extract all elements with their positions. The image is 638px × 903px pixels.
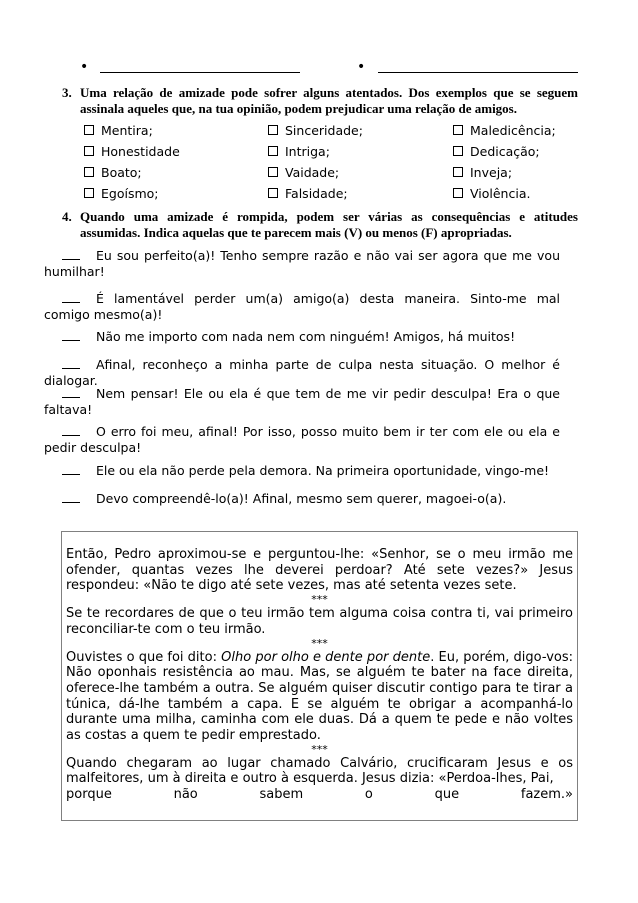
checkbox-icon[interactable] <box>268 167 278 177</box>
answer-blank[interactable] <box>62 291 80 303</box>
option-vaidade[interactable] <box>268 166 339 180</box>
answer-blank[interactable] <box>62 357 80 369</box>
passage-quote: Olho por olho e dente por dente <box>221 649 431 665</box>
answer-blank[interactable] <box>62 463 80 475</box>
checkbox-icon[interactable] <box>268 125 278 135</box>
passage-other-cheek <box>66 650 573 744</box>
checkbox-icon[interactable] <box>84 125 94 135</box>
option-label: Inveja; <box>470 165 513 180</box>
question-3-text: Uma relação de amizade pode sofrer alguns atentados. Dos exemplos que se seguem assinala aqueles que, na tua opinião, podem prejudicar uma relação de amigos. <box>80 85 578 116</box>
statement-text: Não me importo com nada nem com ninguém! Amigos, há muitos! <box>96 329 516 344</box>
option-label: Mentira; <box>101 123 153 138</box>
passage-reconcile: Se te recordares de que o teu irmão tem alguma coisa contra ti, vai primeiro reconciliar-te com o teu irmão. <box>66 606 573 637</box>
checkbox-icon[interactable] <box>268 146 278 156</box>
checkbox-icon[interactable] <box>453 167 463 177</box>
option-egoismo[interactable] <box>84 187 159 201</box>
statement-text: Devo compreendê-lo(a)! Afinal, mesmo sem querer, magoei-o(a). <box>96 491 507 506</box>
statement-3 <box>62 329 578 345</box>
answer-blank[interactable] <box>62 386 80 398</box>
option-label: Intriga; <box>285 144 330 159</box>
option-label: Dedicação; <box>470 144 540 159</box>
option-dedicacao[interactable] <box>453 145 540 159</box>
passages-content <box>66 547 573 803</box>
answer-blank[interactable] <box>62 248 80 260</box>
question-4 <box>62 209 578 241</box>
option-falsidade[interactable] <box>268 187 348 201</box>
option-label: Vaidade; <box>285 165 340 180</box>
option-label: Falsidade; <box>285 186 348 201</box>
option-intriga[interactable] <box>268 145 330 159</box>
answer-blank[interactable] <box>62 491 80 503</box>
answer-blank[interactable] <box>62 329 80 341</box>
statement-text: Eu sou perfeito(a)! Tenho sempre razão e não vai ser agora que me vou humilhar! <box>44 248 560 279</box>
passage-text: . Eu, porém, digo-vos: Não oponhais resistência ao mau. Mas, se alguém te bater na face direita, oferece-lhe também a outra. Se alguém quiser discutir contigo para te tirar a túnica, dá-lhe também a capa. E se alguém te obrigar a acompanhá-lo durante uma milha, caminha com ele duas. Dá a quem te pede e não voltes as costas a quem te pedir emprestado. <box>66 649 573 744</box>
question-4-text: Quando uma amizade é rompida, podem ser várias as consequências e atitudes assumidas. Indica aquelas que te parecem mais (V) ou menos (F) apropriadas. <box>80 209 578 240</box>
statement-8 <box>62 491 578 507</box>
option-label: Maledicência; <box>470 123 556 138</box>
statement-7 <box>62 463 578 479</box>
question-3 <box>62 85 578 117</box>
statement-6 <box>44 424 578 456</box>
checkbox-icon[interactable] <box>84 188 94 198</box>
option-violencia[interactable] <box>453 187 530 201</box>
question-3-number: 3. <box>62 85 72 100</box>
question-4-number: 4. <box>62 209 72 224</box>
passage-text: Ouvistes o que foi dito: <box>66 649 222 665</box>
option-label: Violência. <box>470 186 531 201</box>
separator: *** <box>311 742 328 756</box>
option-inveja[interactable] <box>453 166 512 180</box>
statement-text: É lamentável perder um(a) amigo(a) desta maneira. Sinto-me mal comigo mesmo(a)! <box>44 291 560 322</box>
checkbox-icon[interactable] <box>84 167 94 177</box>
option-label: Boato; <box>101 165 142 180</box>
passage-forgiveness: Então, Pedro aproximou-se e perguntou-lhe: «Senhor, se o meu irmão me ofender, quantas vezes lhe deverei perdoar? Até sete vezes?» Jesus respondeu: «Não te digo até sete vezes, mas até setenta vezes sete. <box>66 547 573 594</box>
option-sinceridade[interactable] <box>268 124 363 138</box>
passages-box <box>61 531 578 821</box>
statement-1 <box>44 248 578 280</box>
separator: *** <box>311 593 328 607</box>
option-maledicencia[interactable] <box>453 124 556 138</box>
checkbox-icon[interactable] <box>84 146 94 156</box>
checkbox-icon[interactable] <box>453 125 463 135</box>
bullet-1: • <box>80 59 89 75</box>
option-label: Egoísmo; <box>101 186 159 201</box>
separator: *** <box>311 636 328 650</box>
checkbox-icon[interactable] <box>453 188 463 198</box>
answer-bullets-row <box>0 60 638 80</box>
option-label: Sinceridade; <box>285 123 363 138</box>
bullet-2: • <box>357 59 366 75</box>
option-mentira[interactable] <box>84 124 153 138</box>
statement-text: Ele ou ela não perde pela demora. Na primeira oportunidade, vingo-me! <box>96 463 550 478</box>
statement-5 <box>44 386 578 418</box>
checkbox-icon[interactable] <box>268 188 278 198</box>
checkbox-icon[interactable] <box>453 146 463 156</box>
option-honestidade[interactable] <box>84 145 180 159</box>
statement-4 <box>44 357 578 389</box>
statement-text: Nem pensar! Ele ou ela é que tem de me vir pedir desculpa! Era o que faltava! <box>44 386 560 417</box>
option-boato[interactable] <box>84 166 142 180</box>
passage-calvary: Quando chegaram ao lugar chamado Calvário, crucificaram Jesus e os malfeitores, um à direita e outro à esquerda. Jesus dizia: «Perdoa-lhes, Pai, <box>66 755 573 787</box>
answer-line-1[interactable] <box>100 72 300 73</box>
answer-blank[interactable] <box>62 424 80 436</box>
option-label: Honestidade <box>101 144 180 159</box>
statement-text: O erro foi meu, afinal! Por isso, posso muito bem ir ter com ele ou ela e pedir desculpa! <box>44 424 560 455</box>
passage-calvary-end: porque não sabem o que fazem.» <box>66 787 573 803</box>
statement-2 <box>44 291 578 323</box>
statement-text: Afinal, reconheço a minha parte de culpa nesta situação. O melhor é dialogar. <box>44 357 560 388</box>
answer-line-2[interactable] <box>378 72 578 73</box>
